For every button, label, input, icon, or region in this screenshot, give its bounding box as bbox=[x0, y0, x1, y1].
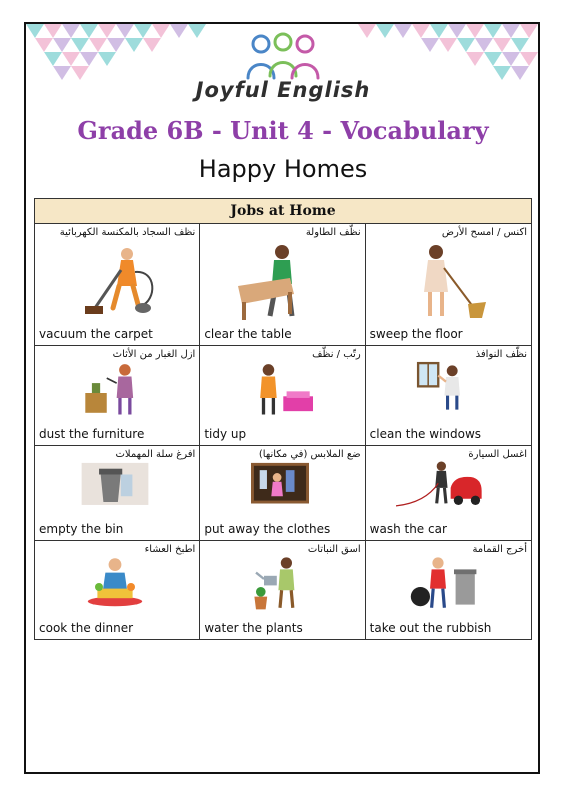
table-heading: Jobs at Home bbox=[35, 199, 531, 224]
arabic-label: اكنس / امسح الأرض bbox=[441, 227, 527, 238]
arabic-label: نظّف النوافذ bbox=[475, 349, 527, 360]
vocab-cell bbox=[35, 346, 200, 445]
vocab-cell bbox=[366, 346, 531, 445]
vocab-cell bbox=[200, 224, 365, 345]
english-label: water the plants bbox=[204, 621, 303, 635]
bin-icon bbox=[65, 460, 165, 518]
duster-icon bbox=[65, 360, 165, 426]
vocab-cell bbox=[35, 224, 200, 345]
vocab-cell bbox=[366, 541, 531, 639]
table-row bbox=[35, 224, 531, 346]
english-label: clean the windows bbox=[369, 427, 482, 441]
vacuum-icon bbox=[65, 242, 165, 322]
arabic-label: نظف السجاد بالمكنسة الكهربائية bbox=[59, 227, 196, 238]
vocab-cell bbox=[366, 446, 531, 540]
watering-can-icon bbox=[230, 555, 330, 619]
arabic-label: نظّف الطاولة bbox=[305, 227, 361, 238]
english-label: put away the clothes bbox=[204, 522, 331, 536]
english-label: wash the car bbox=[369, 522, 447, 536]
vocab-cell bbox=[366, 224, 531, 345]
car-hose-icon bbox=[396, 460, 496, 522]
arabic-label: ضع الملابس (في مكانها) bbox=[258, 449, 361, 460]
window-icon bbox=[396, 360, 496, 422]
page-title: Grade 6B - Unit 4 - Vocabulary bbox=[77, 116, 489, 145]
english-label: dust the furniture bbox=[39, 427, 145, 441]
laundry-basket-icon bbox=[230, 360, 330, 426]
english-label: vacuum the carpet bbox=[39, 327, 153, 341]
wardrobe-icon bbox=[230, 460, 330, 518]
vocab-cell bbox=[35, 446, 200, 540]
table-row bbox=[35, 346, 531, 446]
arabic-label: اغسل السيارة bbox=[468, 449, 527, 460]
english-label: clear the table bbox=[204, 327, 292, 341]
table-row bbox=[35, 446, 531, 541]
page-subtitle: Happy Homes bbox=[198, 155, 368, 183]
rubbish-bag-icon bbox=[396, 555, 496, 619]
english-label: tidy up bbox=[204, 427, 247, 441]
english-label: take out the rubbish bbox=[369, 621, 492, 635]
english-label: sweep the floor bbox=[369, 327, 463, 341]
arabic-label: أخرج القمامة bbox=[472, 544, 527, 555]
brand-name: Joyful English bbox=[195, 78, 371, 102]
vocab-cell bbox=[200, 446, 365, 540]
vocab-cell bbox=[200, 346, 365, 445]
cooking-pot-icon bbox=[65, 555, 165, 619]
arabic-label: رتّب / نظّف bbox=[312, 349, 361, 360]
arabic-label: ازل الغبار من الأثاث bbox=[112, 349, 196, 360]
arabic-label: اطبخ العشاء bbox=[144, 544, 196, 555]
english-label: cook the dinner bbox=[39, 621, 134, 635]
arabic-label: اسق النباتات bbox=[307, 544, 361, 555]
english-label: empty the bin bbox=[39, 522, 124, 536]
vocab-cell bbox=[200, 541, 365, 639]
arabic-label: افرغ سلة المهملات bbox=[115, 449, 196, 460]
vocab-cell bbox=[35, 541, 200, 639]
vocabulary-table bbox=[34, 198, 532, 640]
table-icon bbox=[230, 242, 330, 322]
broom-icon bbox=[396, 242, 496, 322]
table-row bbox=[35, 541, 531, 639]
family-logo-icon bbox=[243, 30, 323, 82]
